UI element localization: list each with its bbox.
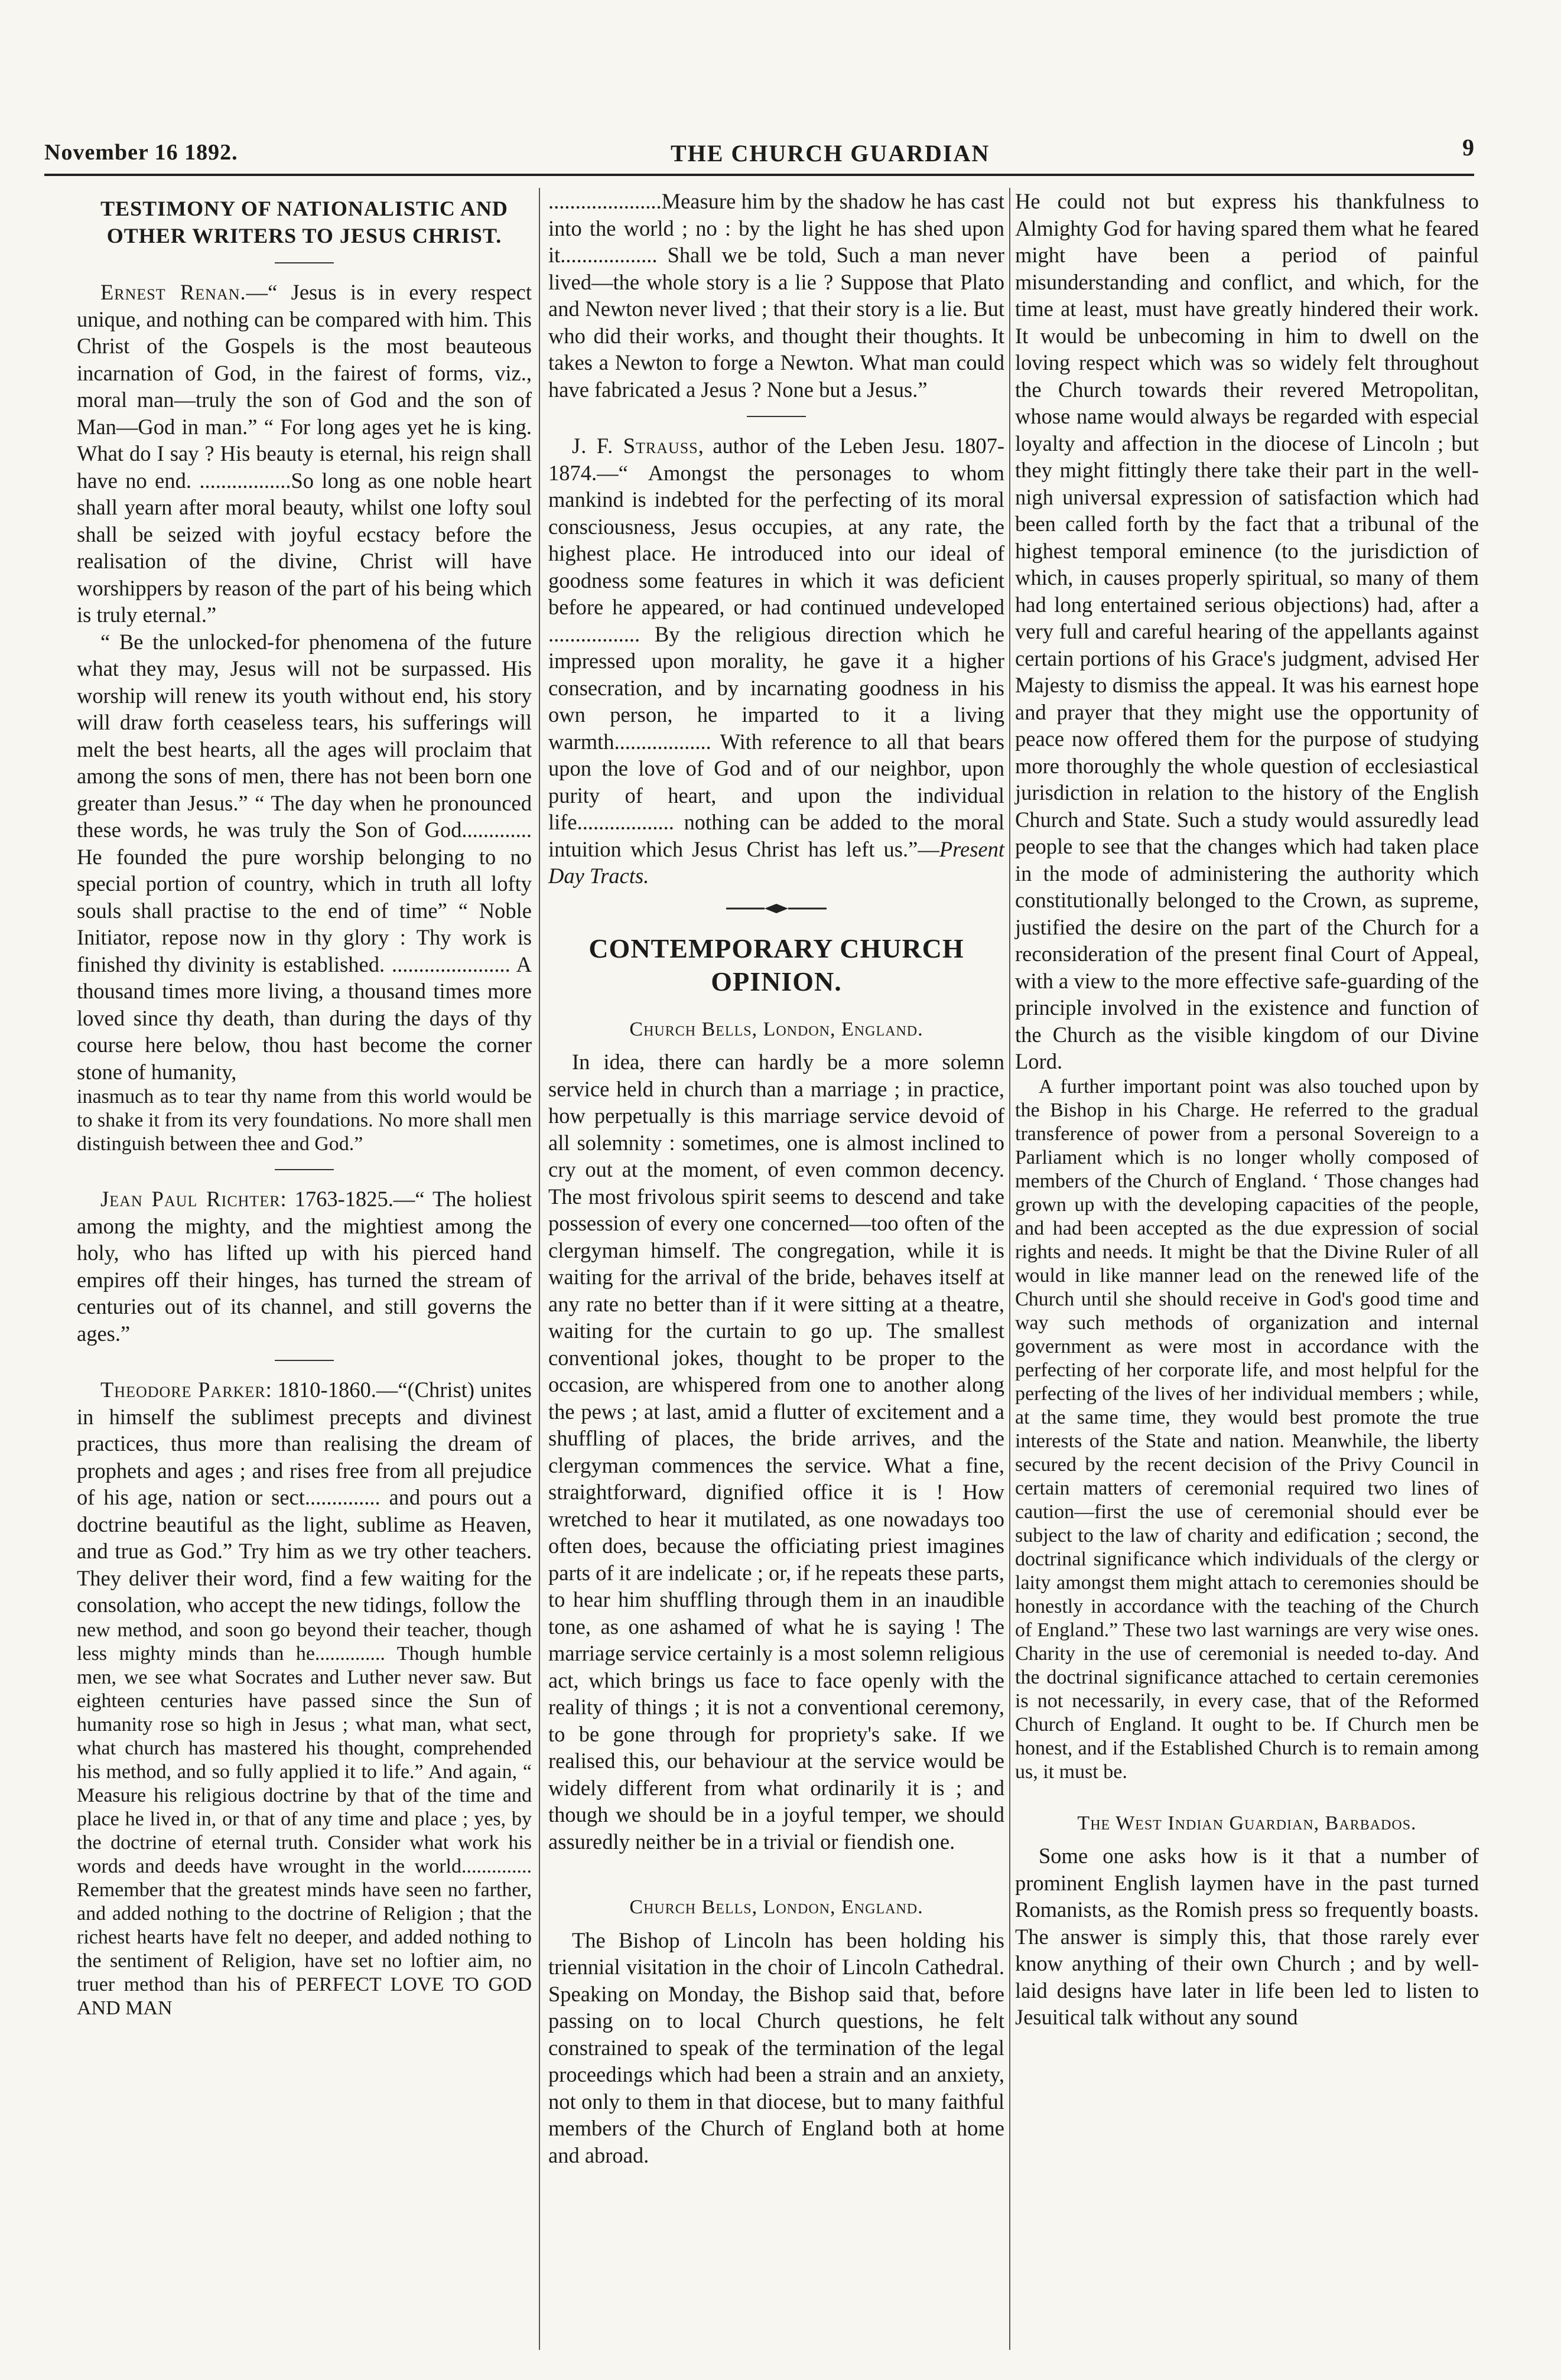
parker-paragraph-2: new method, and soon go beyond their teacher, though less mighty minds than he.............. Though humble men, we see what Socrates and Luther never saw. But eighteen centuries have passed since the Sun of humanity rose so high in Jesus ; what man, what sect, what church has mastered his thought, comprehended his method, and so fully applied it to life.” And again, “ Measure his religious doctrine by that of the time and place he lived in, or that of any time and place ; yes, by the doctrine of eternal truth. Consider what work his words and deeds have wrought in the world.............. Remember that the greatest minds have seen no farther, and added nothing to the doctrine of Religion ; that the richest hearts have felt no deeper, and added nothing to the sentiment of Religion, have set no loftier aim, no truer method than his of PERFECT LOVE TO GOD AND MAN: [77, 1619, 532, 2019]
strauss-text: , author of the Leben Jesu. 1807-1874.—“ Amongst the personages to whom mankind is indebted for the perfecting of its moral consciousness, Jesus occupies, at any rate, the highest place. He introduced into our ideal of goodness some features in which it was deficient before he appeared, or had continued undeveloped ................. By the religious direction which he impressed upon morality, he gave it a higher consecration, and by incarnating goodness in his own person, he imparted to it a living warmth.................. With reference to all that bears upon the love of God and of our neighbor, upon purity of heart, and upon the individual life.................. nothing can be added to the moral intuition which Jesus Christ has left us.”—: [548, 434, 1005, 861]
spacer: [548, 1855, 1004, 1884]
author-name: Theodore Parker: [100, 1378, 266, 1402]
richter-paragraph: [77, 1186, 532, 1347]
author-name: Ernest Renan.: [100, 280, 246, 304]
continued-quote: .....................Measure him by the shadow he has cast into the world ; no : by the light he has shed upon it.................. Shall we be told, Such a man never lived—the whole story is a lie ? Suppose that Plato and Newton never lived ; that their story is a lie. But who did their works, and thought their thoughts. It takes a Newton to forge a Newton. What man could have fabricated a Jesus ? None but a Jesus.”: [548, 189, 1004, 402]
page-number: 9: [1462, 134, 1474, 161]
renan-text: —“ Jesus is in every respect unique, and nothing can be compared with him. This Christ of the Gospels is the most beauteous incarnation of God, in the fairest of forms, viz., moral man—truly the son of God and the son of Man—God in man.” “ For long ages yet he is king. What do I say ? His beauty is eternal, his reign shall have no end. .................So long as one noble heart shall yearn after moral beauty, whilst one lofty soul shall be seized with joyful ecstacy before the realisation of the divine, Christ will have worshippers by reason of the part of his being which is truly eternal.”: [77, 280, 532, 627]
author-name: J. F. Strauss: [572, 434, 698, 458]
article-heading: TESTIMONY OF NATIONALISTIC AND OTHER WRITERS TO JESUS CHRIST.: [100, 197, 508, 248]
ornament-divider: [548, 903, 1004, 914]
source-line: The West Indian Guardian, Barbados.: [1077, 1812, 1417, 1834]
page-header: [44, 134, 1474, 172]
issue-date: November 16 1892.: [44, 140, 238, 165]
renan-paragraph-3: inasmuch as to tear thy name from this world would be to shake it from its very foundations. No more shall men distinguish between thee and God.”: [77, 1086, 532, 1155]
strauss-source: Present Day Tracts.: [548, 836, 1004, 888]
divider: [747, 416, 806, 417]
divider: [275, 262, 334, 263]
divider: [275, 1360, 334, 1361]
opinion-paragraph: The Bishop of Lincoln has been holding his triennial visitation in the choir of Lincoln Cathedral. Speaking on Monday, the Bishop said that, before passing on to local Church questions, he felt constrained to speak of the termination of the legal proceedings which had been a strain and an anxiety, not only to them in that diocese, but to many faithful members of the Church of England both at home and abroad.: [548, 1928, 1004, 2167]
column-3: [1015, 188, 1479, 2031]
column-1: [77, 188, 532, 2020]
source-line: Church Bells, London, England.: [629, 1896, 923, 1918]
column-divider: [539, 188, 540, 2350]
section-title: CONTEMPORARY CHURCH OPINION.: [588, 933, 964, 997]
parker-paragraph: [77, 1376, 532, 1619]
strauss-paragraph: [548, 432, 1004, 890]
opinion-paragraph: In idea, there can hardly be a more solemn service held in church than a marriage ; in practice, how perpetually is this marriage service devoid of all solemnity : sometimes, one is almost inclined to cry out at the moment, of even common decency. The most frivolous spirit seems to descend and take possession of every one concerned—too often of the clergyman himself. The congregation, while it is waiting for the arrival of the bride, behaves itself at any rate no better than if it were sitting at a theatre, waiting for the curtain to go up. The smallest conventional jokes, thought to be proper to the occasion, are whispered from one to another along the pews ; at last, amid a flutter of excitement and a shuffling of places, the bride arrives, and the clergyman commences the service. What a fine, straightforward, dignified office it is ! How wretched to hear it mutilated, as one nowadays too often does, because the officiating priest imagines parts of it are indelicate ; or, if he repeats these parts, to hear him shuffling through them in an inaudible tone, as one ashamed of what he is saying ! The marriage service certainly is a most solemn religious act, which brings us face to face openly with the reality of things ; it is not a conventional ceremony, to be gone through for propriety's sake. If we realised this, our behaviour at the service would be widely different from what ordinarily it is ; and though we should be in a joyful temper, we should assuredly neither be in a trivial or fiendish one.: [548, 1050, 1004, 1854]
source-line: Church Bells, London, England.: [629, 1018, 923, 1040]
divider: [275, 1169, 334, 1170]
newspaper-title: THE CHURCH GUARDIAN: [671, 140, 990, 167]
lincoln-paragraph-2: A further important point was also touched upon by the Bishop in his Charge. He referred to the gradual transference of power from a personal Sovereign to a Parliament which is no longer wholly composed of members of the Church of England. ‘ Those changes had grown up with the developing capacities of the people, and had been accepted as the due expression of social rights and needs. It might be that the Divine Ruler of all would in like manner lead on the renewed life of the Church until she should receive in God's good time and way such methods of organization and internal government as were most in accordance with the perfecting of her corporate life, and most helpful for the perfecting of the lives of her individual members ; while, at the same time, they would best promote the true interests of the State and nation. Meanwhile, the liberty secured by the recent decision of the Privy Council in certain matters of ceremonial required two lines of caution—first the use of ceremonial should ever be subject to the law of charity and edification ; second, the doctrinal significance which individuals of the clergy or laity amongst them might attach to ceremonies should be honestly in accordance with the teaching of the Church of England.” These two last warnings are very wise ones. Charity in the use of ceremonial is needed to-day. And the doctrinal significance attached to certain ceremonies is not necessarily, in every case, that of the Reformed Church of England. It ought to be. If Church men be honest, and if the Established Church is to remain among us, it must be.: [1015, 1075, 1479, 1783]
renan-paragraph-2: “ Be the unlocked-for phenomena of the future what they may, Jesus will not be surpassed. His worship will renew its youth without end, his story will draw forth ceaseless tears, his sufferings will melt the best hearts, all the ages will proclaim that among the sons of men, there has not been born one greater than Jesus.” “ The day when he pronounced these words, he was truly the Son of God............. He founded the pure worship belonging to no special portion of country, which in truth all lofty souls shall practise to the end of time” “ Noble Initiator, repose now in thy glory : Thy work is finished thy divinity is established. ...................... A thousand times more living, a thousand times more loved since thy death, than during the days of thy course here below, thou hast become the corner stone of humanity,: [77, 629, 532, 1084]
richter-text: : 1763-1825.—“ The holiest among the mighty, and the mightiest among the holy, who has lifted up with his pierced hand empires off their hinges, has turned the stream of centuries out of its channel, and still governs the ages.”: [77, 1187, 532, 1346]
column-2: [548, 188, 1004, 2169]
renan-paragraph: [77, 279, 532, 629]
westindian-paragraph: Some one asks how is it that a number of prominent English laymen have in the past turned Romanists, as the Romish press so frequently boasts. The answer is simply this, that those rarely ever know anything of their own Church ; and by well-laid designs have later in life been led to listen to Jesuitical talk without any sound: [1015, 1844, 1479, 2029]
header-rule: [44, 174, 1474, 176]
parker-text: : 1810-1860.—“(Christ) unites in himself the sublimest precepts and divinest practices, thus more than realising the dream of prophets and ages ; and rises free from all prejudice of his age, nation or sect.............. and pours out a doctrine beautiful as the light, sublime as Heaven, and true as God.” Try him as we try other teachers. They deliver their word, find a few waiting for the consolation, who accept the new tidings, follow the: [77, 1378, 532, 1617]
lincoln-continued: He could not but express his thankfulness to Almighty God for having spared them what he feared might have been a period of painful misunderstanding and conflict, and which, for the time at least, must have greatly hindered their work. It would be unbecoming in him to dwell on the loving respect which was so widely felt throughout the Church towards their revered Metropolitan, whose name would always be regarded with especial loyalty and affection in the diocese of Lincoln ; but they might fittingly there take their part in the well-nigh universal expression of satisfaction which had been called forth by the fact that a tribunal of the highest temporal eminence (to the jurisdiction of which, in causes properly spiritual, so many of them had long entertained serious objections) had, after a very full and careful hearing of the appellants against certain portions of his Grace's judgment, advised Her Majesty to dismiss the appeal. It was his earnest hope and prayer that they might use the opportunity of peace now offered them for the purpose of studying more thoroughly the whole question of ecclesiastical jurisdiction in relation to the history of the English Church and State. Such a study would assuredly lead people to see that the changes which had taken place in the mode of administering the authority which constitutionally belonged to the Crown, as supreme, justified the desire on the part of the Church for a reconsideration of the present final Court of Appeal, with a view to the more effective safe-guarding of the principle involved in the existence and function of the Church as the visible kingdom of our Divine Lord.: [1015, 189, 1479, 1073]
column-divider: [1009, 188, 1010, 2350]
spacer: [1015, 1784, 1479, 1801]
author-name: Jean Paul Richter: [100, 1187, 281, 1211]
